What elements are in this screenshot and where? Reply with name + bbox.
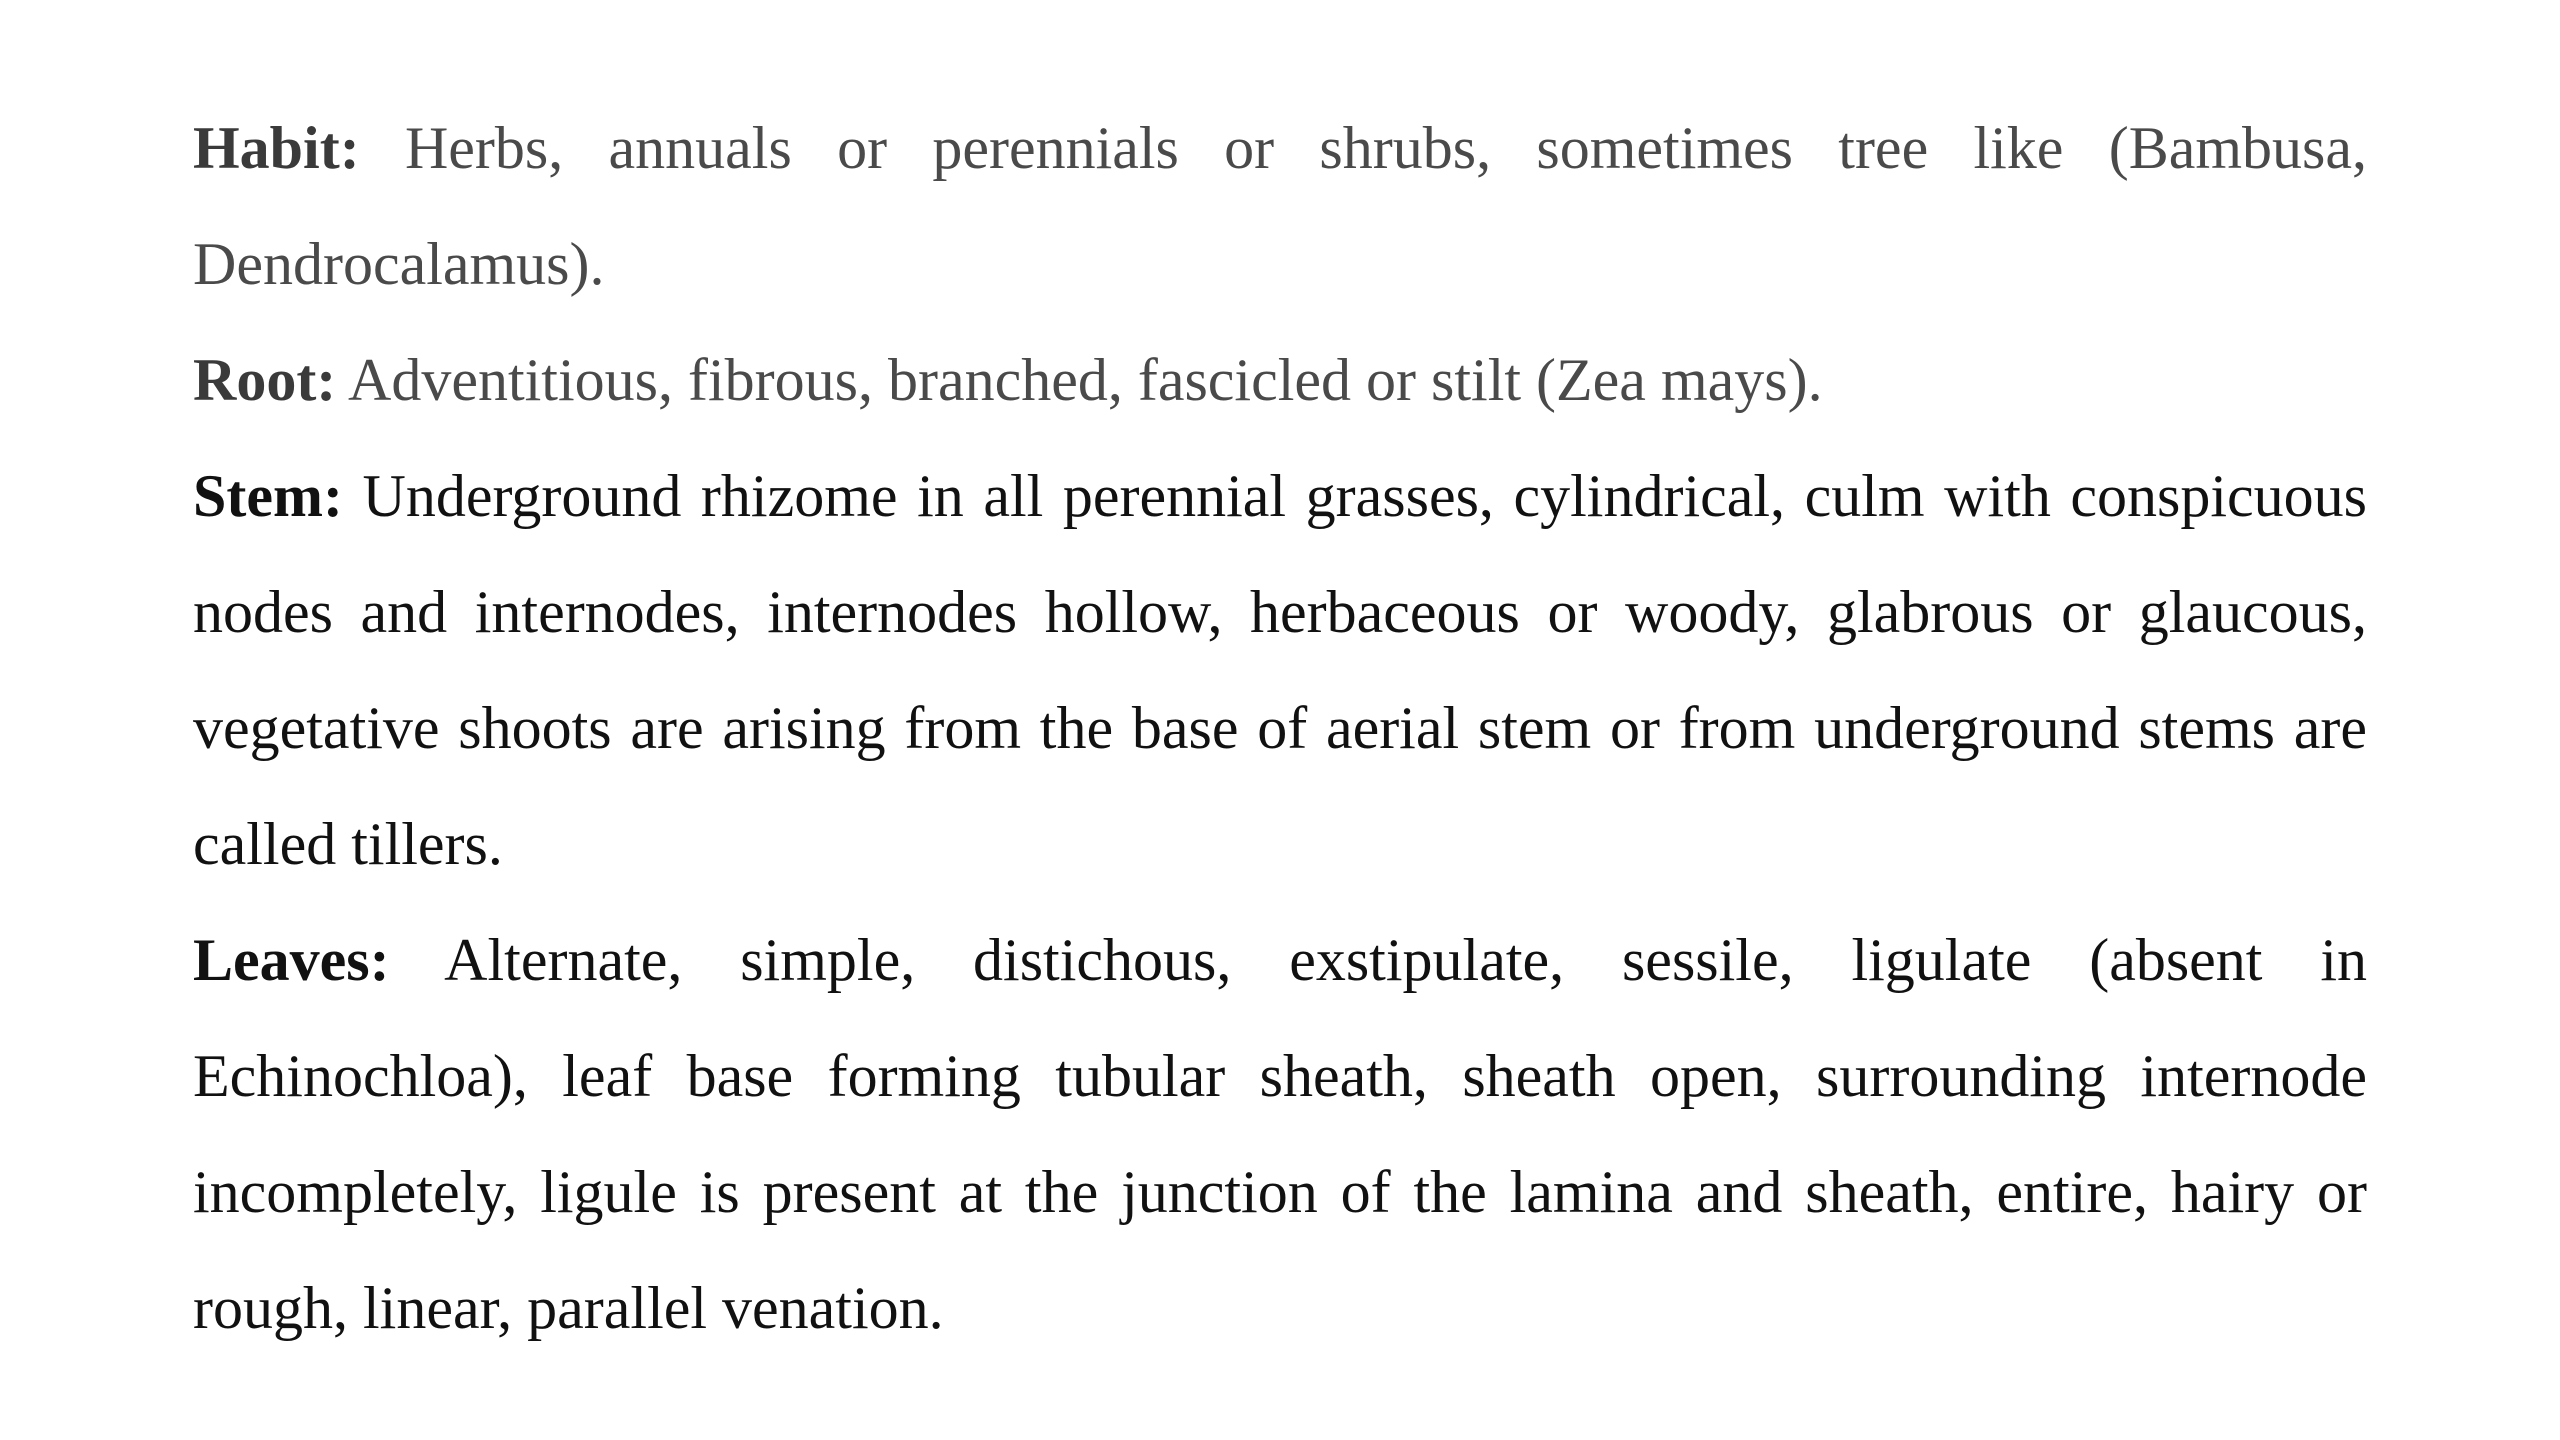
- stem-text: Underground rhizome in all perennial grasses, cylindrical, culm with conspicuous nodes and internodes, internodes hollow, herbaceous or woody, glabrous or glaucous, vegetative shoots are arising from the base of aerial stem or from underground stems are called tillers.: [193, 463, 2368, 877]
- root-paragraph: [193, 322, 2367, 438]
- leaves-label: Leaves:: [193, 927, 390, 993]
- stem-label: Stem:: [193, 463, 343, 529]
- root-text: Adventitious, fibrous, branched, fascicled or stilt (Zea mays).: [348, 347, 1823, 413]
- leaves-text: Alternate, simple, distichous, exstipulate, sessile, ligulate (absent in Echinochloa), leaf base forming tubular sheath, sheath open, surrounding internode incompletely, ligule is present at the junction of the lamina and sheath, entire, hairy or rough, linear, parallel venation.: [193, 927, 2367, 1341]
- habit-text: Herbs, annuals or perennials or shrubs, sometimes tree like (Bambusa, Dendrocalamus).: [193, 115, 2367, 297]
- leaves-paragraph: [193, 902, 2367, 1366]
- root-label: Root:: [193, 347, 337, 413]
- stem-paragraph: [193, 438, 2367, 902]
- habit-paragraph: [193, 90, 2367, 322]
- habit-label: Habit:: [193, 115, 360, 181]
